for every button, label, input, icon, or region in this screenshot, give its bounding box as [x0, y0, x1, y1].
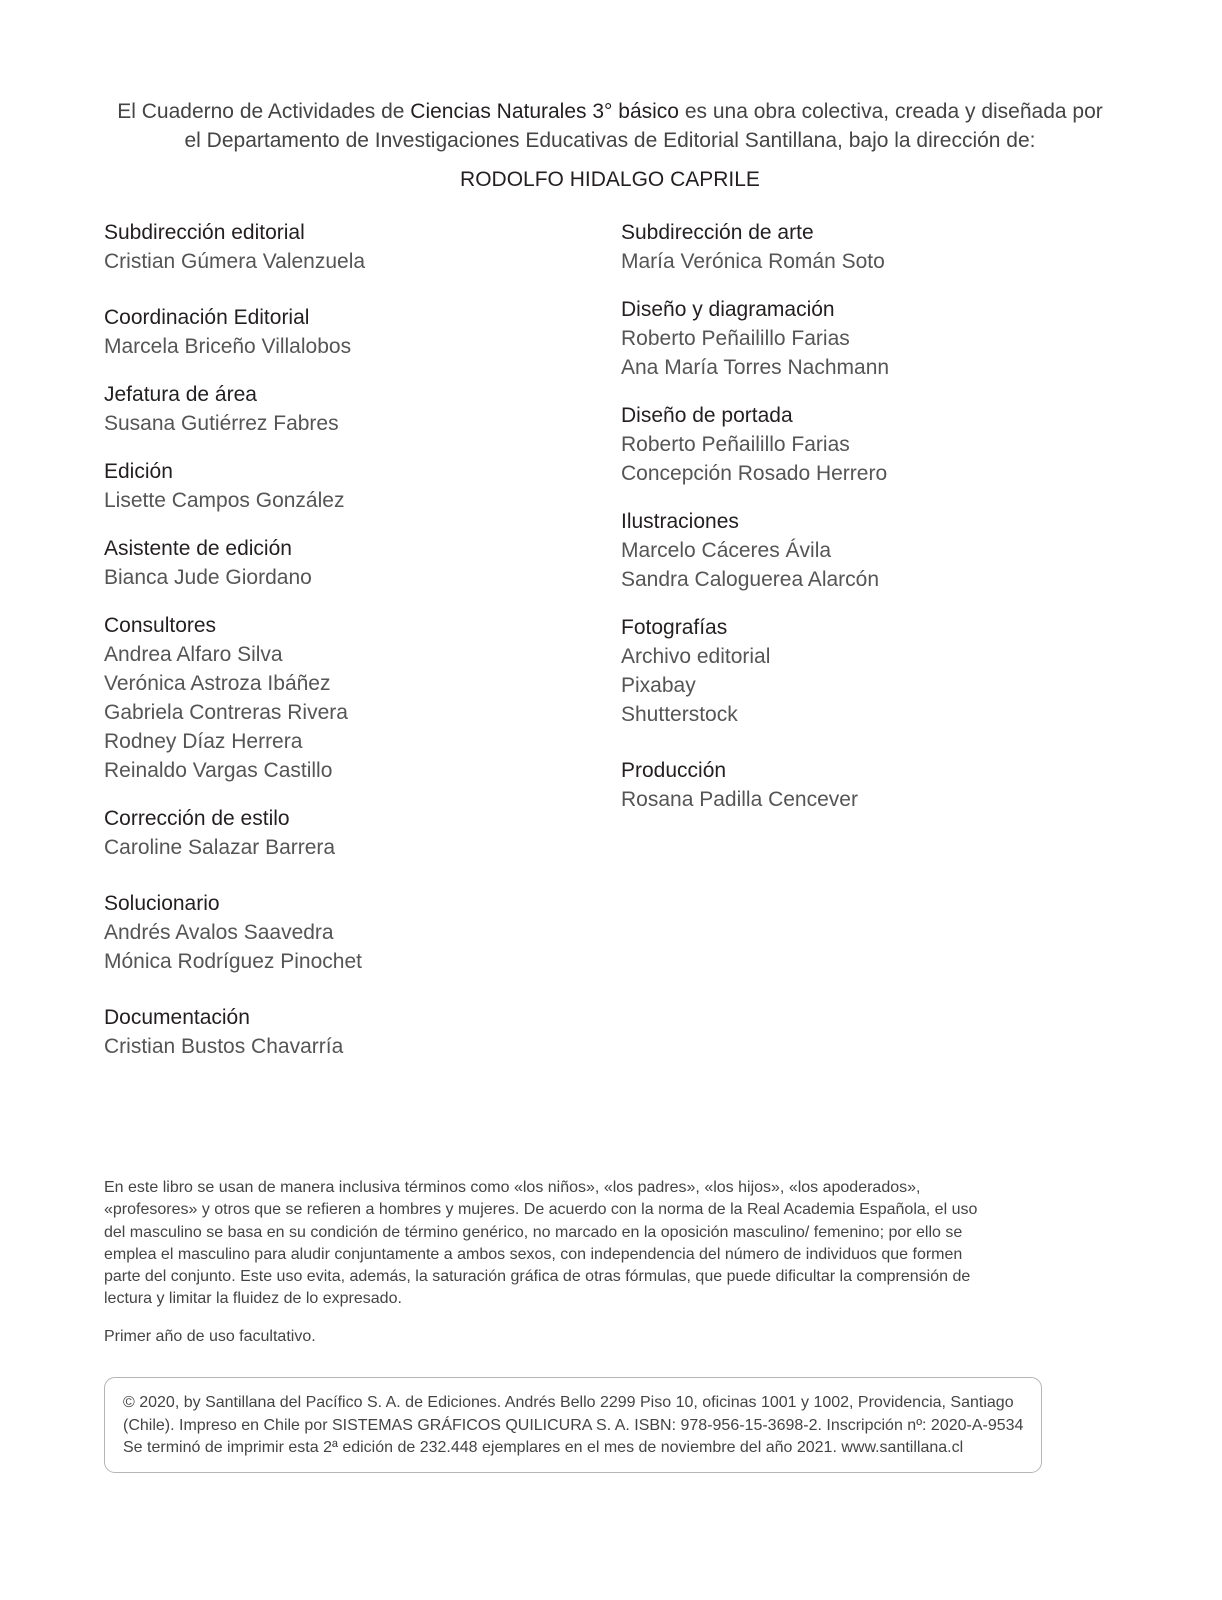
credit-section — [104, 534, 604, 592]
credit-person: Concepción Rosado Herrero — [621, 462, 888, 485]
credit-role: Subdirección editorial — [104, 221, 305, 244]
credit-section — [104, 380, 604, 438]
copyright-line-1: © 2020, by Santillana del Pacífico S. A. de Ediciones. Andrés Bello 2299 Piso 10, oficinas 1001 y 1002, Providencia, Santiago — [123, 1394, 1014, 1411]
credit-role: Corrección de estilo — [104, 807, 290, 830]
credit-person: Bianca Jude Giordano — [104, 566, 312, 589]
credits-right-column — [621, 218, 1141, 814]
credit-section — [104, 1003, 604, 1061]
credit-person: Archivo editorial — [621, 645, 771, 668]
credit-role: Solucionario — [104, 892, 220, 915]
credit-section — [104, 889, 604, 976]
intro-text-post: es una obra colectiva, creada y diseñada por — [678, 100, 1103, 123]
credit-person: Pixabay — [621, 674, 696, 697]
copyright-line-3: Se terminó de imprimir esta 2ª edición de 232.448 ejemplares en el mes de noviembre del año 2021. www.santillana.cl — [123, 1439, 964, 1456]
credit-person: Sandra Caloguerea Alarcón — [621, 568, 880, 591]
credit-person: Verónica Astroza Ibáñez — [104, 672, 331, 695]
credits-left-column — [104, 218, 604, 1061]
credit-person: Lisette Campos González — [104, 489, 345, 512]
credit-section — [621, 295, 1141, 382]
credit-role: Asistente de edición — [104, 537, 292, 560]
credit-role: Jefatura de área — [104, 383, 257, 406]
credit-person: Cristian Gúmera Valenzuela — [104, 250, 366, 273]
credit-section — [621, 218, 1141, 276]
credit-section — [621, 613, 1141, 729]
credit-section — [104, 804, 604, 862]
credit-person: Caroline Salazar Barrera — [104, 836, 336, 859]
credit-person: Ana María Torres Nachmann — [621, 356, 890, 379]
credit-person: Roberto Peñailillo Farias — [621, 327, 850, 350]
credit-person: Reinaldo Vargas Castillo — [104, 759, 333, 782]
credit-section — [104, 457, 604, 515]
credit-section — [621, 401, 1141, 488]
credit-person: Marcelo Cáceres Ávila — [621, 539, 832, 562]
credit-person: Shutterstock — [621, 703, 738, 726]
credit-person: Roberto Peñailillo Farias — [621, 433, 850, 456]
credit-role: Consultores — [104, 614, 217, 637]
credit-person: Mónica Rodríguez Pinochet — [104, 950, 362, 973]
credit-section — [104, 303, 604, 361]
credit-section — [104, 611, 604, 785]
credit-person: Cristian Bustos Chavarría — [104, 1035, 344, 1058]
copyright-box — [104, 1377, 1042, 1473]
credit-role: Fotografías — [621, 616, 728, 639]
intro-paragraph — [60, 97, 1160, 155]
credit-role: Diseño y diagramación — [621, 298, 835, 321]
inclusive-language-notice: En este libro se usan de manera inclusiva términos como «los niños», «los padres», «los hijos», «los apoderados», «profesores» y otros que se refieren a hombres y mujeres. De acuerdo con la norma de la Real Academia Española, el uso del masculino se basa en su condición de término genérico, no marcado en la oposición masculino/ femenino; por ello se emplea el masculino para aludir conjuntamente a ambos sexos, con independencia del número de individuos que formen parte del conjunto. Este uso evita, además, la saturación gráfica de otras fórmulas, que puede dificultar la comprensión de lectura y limitar la fluidez de lo expresado. — [104, 1179, 978, 1308]
credit-person: Andrea Alfaro Silva — [104, 643, 283, 666]
intro-text-line2: el Departamento de Investigaciones Educativas de Editorial Santillana, bajo la dirección de: — [184, 129, 1036, 152]
director-name: RODOLFO HIDALGO CAPRILE — [460, 168, 760, 191]
credit-role: Documentación — [104, 1006, 250, 1029]
credit-person: Marcela Briceño Villalobos — [104, 335, 352, 358]
credit-person: Susana Gutiérrez Fabres — [104, 412, 339, 435]
credit-role: Edición — [104, 460, 173, 483]
intro-text-pre: El Cuaderno de Actividades de — [117, 100, 411, 123]
credit-role: Subdirección de arte — [621, 221, 814, 244]
credit-person: Gabriela Contreras Rivera — [104, 701, 348, 724]
copyright-line-2: (Chile). Impreso en Chile por SISTEMAS GRÁFICOS QUILICURA S. A. ISBN: 978-956-15-3698-2. Inscripción nº: 2020-A-9534 — [123, 1416, 1024, 1434]
book-title: Ciencias Naturales 3° básico — [410, 100, 679, 123]
credit-person: María Verónica Román Soto — [621, 250, 885, 273]
credit-section — [104, 218, 604, 276]
credit-role: Diseño de portada — [621, 404, 793, 427]
credit-role: Producción — [621, 759, 727, 782]
credit-section — [621, 756, 1141, 814]
credit-person: Rodney Díaz Herrera — [104, 730, 303, 753]
credit-person: Rosana Padilla Cencever — [621, 788, 858, 811]
optional-use-note: Primer año de uso facultativo. — [104, 1328, 316, 1345]
credit-section — [621, 507, 1141, 594]
credit-role: Coordinación Editorial — [104, 306, 310, 329]
credit-role: Ilustraciones — [621, 510, 739, 533]
credit-person: Andrés Avalos Saavedra — [104, 921, 334, 944]
